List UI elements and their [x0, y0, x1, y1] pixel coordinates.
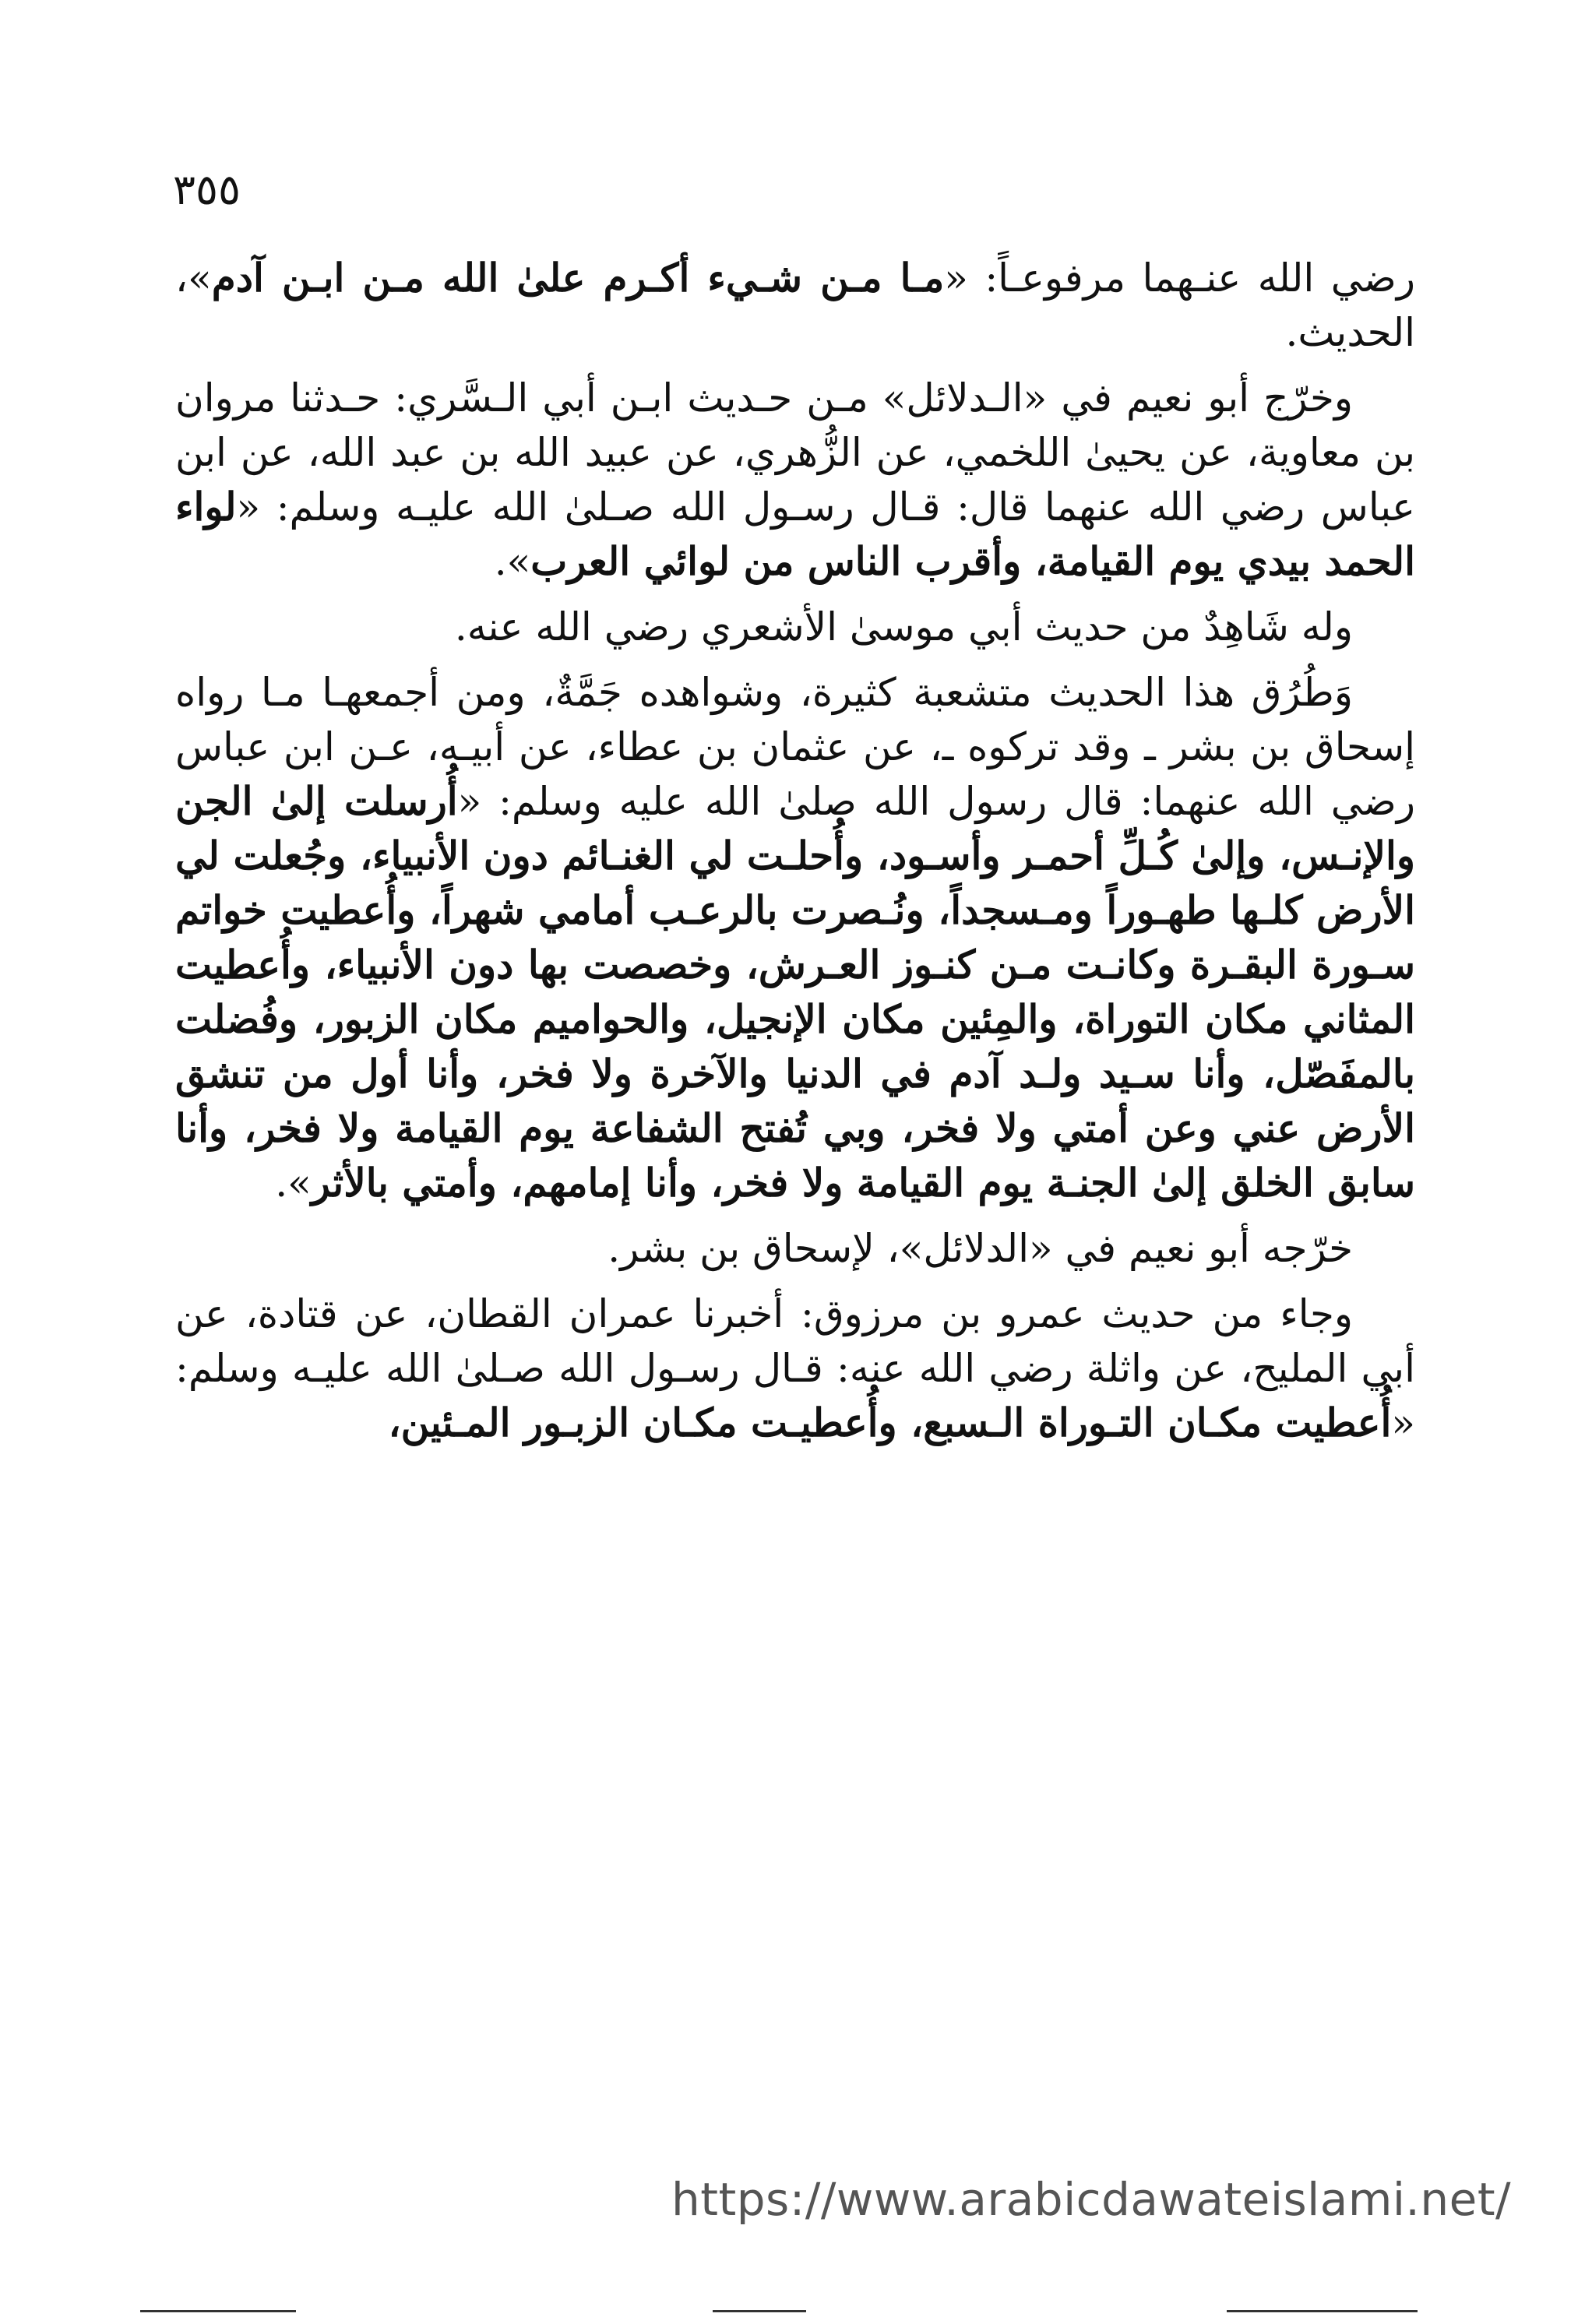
paragraph-6: [175, 1287, 1415, 1450]
quoted-hadith-bold: أُرسلت إلىٰ الجن والإنـس، وإلىٰ كُـلِّ أحمـر وأسـود، وأُحلـت لي الغنـائم دون الأنبياء، وجُعلت لي الأرض كلـها طهـوراً ومـسجداً، ونُـصرت بالرعـب أمامي شهراً، وأُعطيت خواتم سـورة البقـرة وكانـت مـن كنـوز العـرش، وخصصت بها دون الأنبياء، وأُعطيت المثاني مكان التوراة، والمِئين مكان الإنجيل، والحواميم مكان الزبور، وفُضلت بالمفَصّل، وأنا سـيد ولـد آدم في الدنيا والآخرة ولا فخر، وأنا أول من تنشق الأرض عني وعن أمتي ولا فخر، وبي تُفتح الشفاعة يوم القيامة ولا فخر، وأنا سابق الخلق إلىٰ الجنـة يوم القيامة ولا فخر، وأنا إمامهم، وأمتي بالأثر: [175, 778, 1415, 1206]
page-body: [175, 251, 1415, 1461]
paragraph-2: [175, 371, 1415, 589]
text-segment: »، الحديث.: [175, 255, 1415, 355]
quoted-hadith-bold: أُعطيت مكـان التـوراة الـسبع، وأُعطيـت مكـان الزبـور المـئين،: [388, 1400, 1392, 1445]
footer-divider-left: [140, 2310, 296, 2312]
quoted-hadith-bold: مـا مـن شـيء أكـرم علىٰ الله مـن ابـن آدم: [211, 255, 945, 301]
text-segment: وَطُرُق هذا الحديث متشعبة كثيرة، وشواهده جَمَّةٌ، ومن أجمعهـا مـا رواه إسحاق بن بشر ـ وقد تركوه ـ، عن عثمان بن عطاء، عن أبيـه، عـن ابن عباس رضي الله عنهما: قال رسول الله صلىٰ الله عليه وسلم: «: [175, 670, 1415, 824]
watermark-url: https://www.arabicdawateislami.net/: [671, 2173, 1512, 2226]
page-number: ٣٥٥: [173, 165, 241, 214]
text-segment: وجاء من حديث عمرو بن مرزوق: أخبرنا عمران القطان، عن قتادة، عن أبي المليح، عن واثلة رضي الله عنه: قـال رسـول الله صـلىٰ الله عليـه وسلم: «: [175, 1291, 1415, 1445]
quoted-hadith-bold: لواء الحمد بيدي يوم القيامة، وأقرب الناس من لوائي العرب: [175, 484, 1415, 584]
text-segment: ».: [275, 1160, 312, 1206]
text-segment: وله شَاهِدٌ من حديث أبي موسىٰ الأشعري رضي الله عنه.: [454, 604, 1353, 650]
text-segment: ».: [494, 539, 531, 584]
text-segment: رضي الله عنـهما مرفوعـاً: «: [944, 255, 1415, 301]
paragraph-1: [175, 251, 1415, 360]
text-segment: خرّجه أبو نعيم في «الدلائل»، لإسحاق بن بشر.: [608, 1226, 1353, 1271]
paragraph-4: [175, 665, 1415, 1210]
footer-divider-center: [713, 2310, 806, 2312]
paragraph-5: [175, 1221, 1415, 1276]
text-segment: وخرّج أبو نعيم في «الـدلائل» مـن حـديث ابـن أبي الـسَّري: حـدثنا مروان بن معاوية، عن يحيىٰ اللخمي، عن الزُّهري، عن عبيد الله بن عبد الله، عن ابن عباس رضي الله عنهما قال: قـال رسـول الله صـلىٰ الله عليـه وسلم: «: [175, 375, 1415, 530]
footer-divider-right: [1227, 2310, 1418, 2312]
paragraph-3: [175, 600, 1415, 654]
